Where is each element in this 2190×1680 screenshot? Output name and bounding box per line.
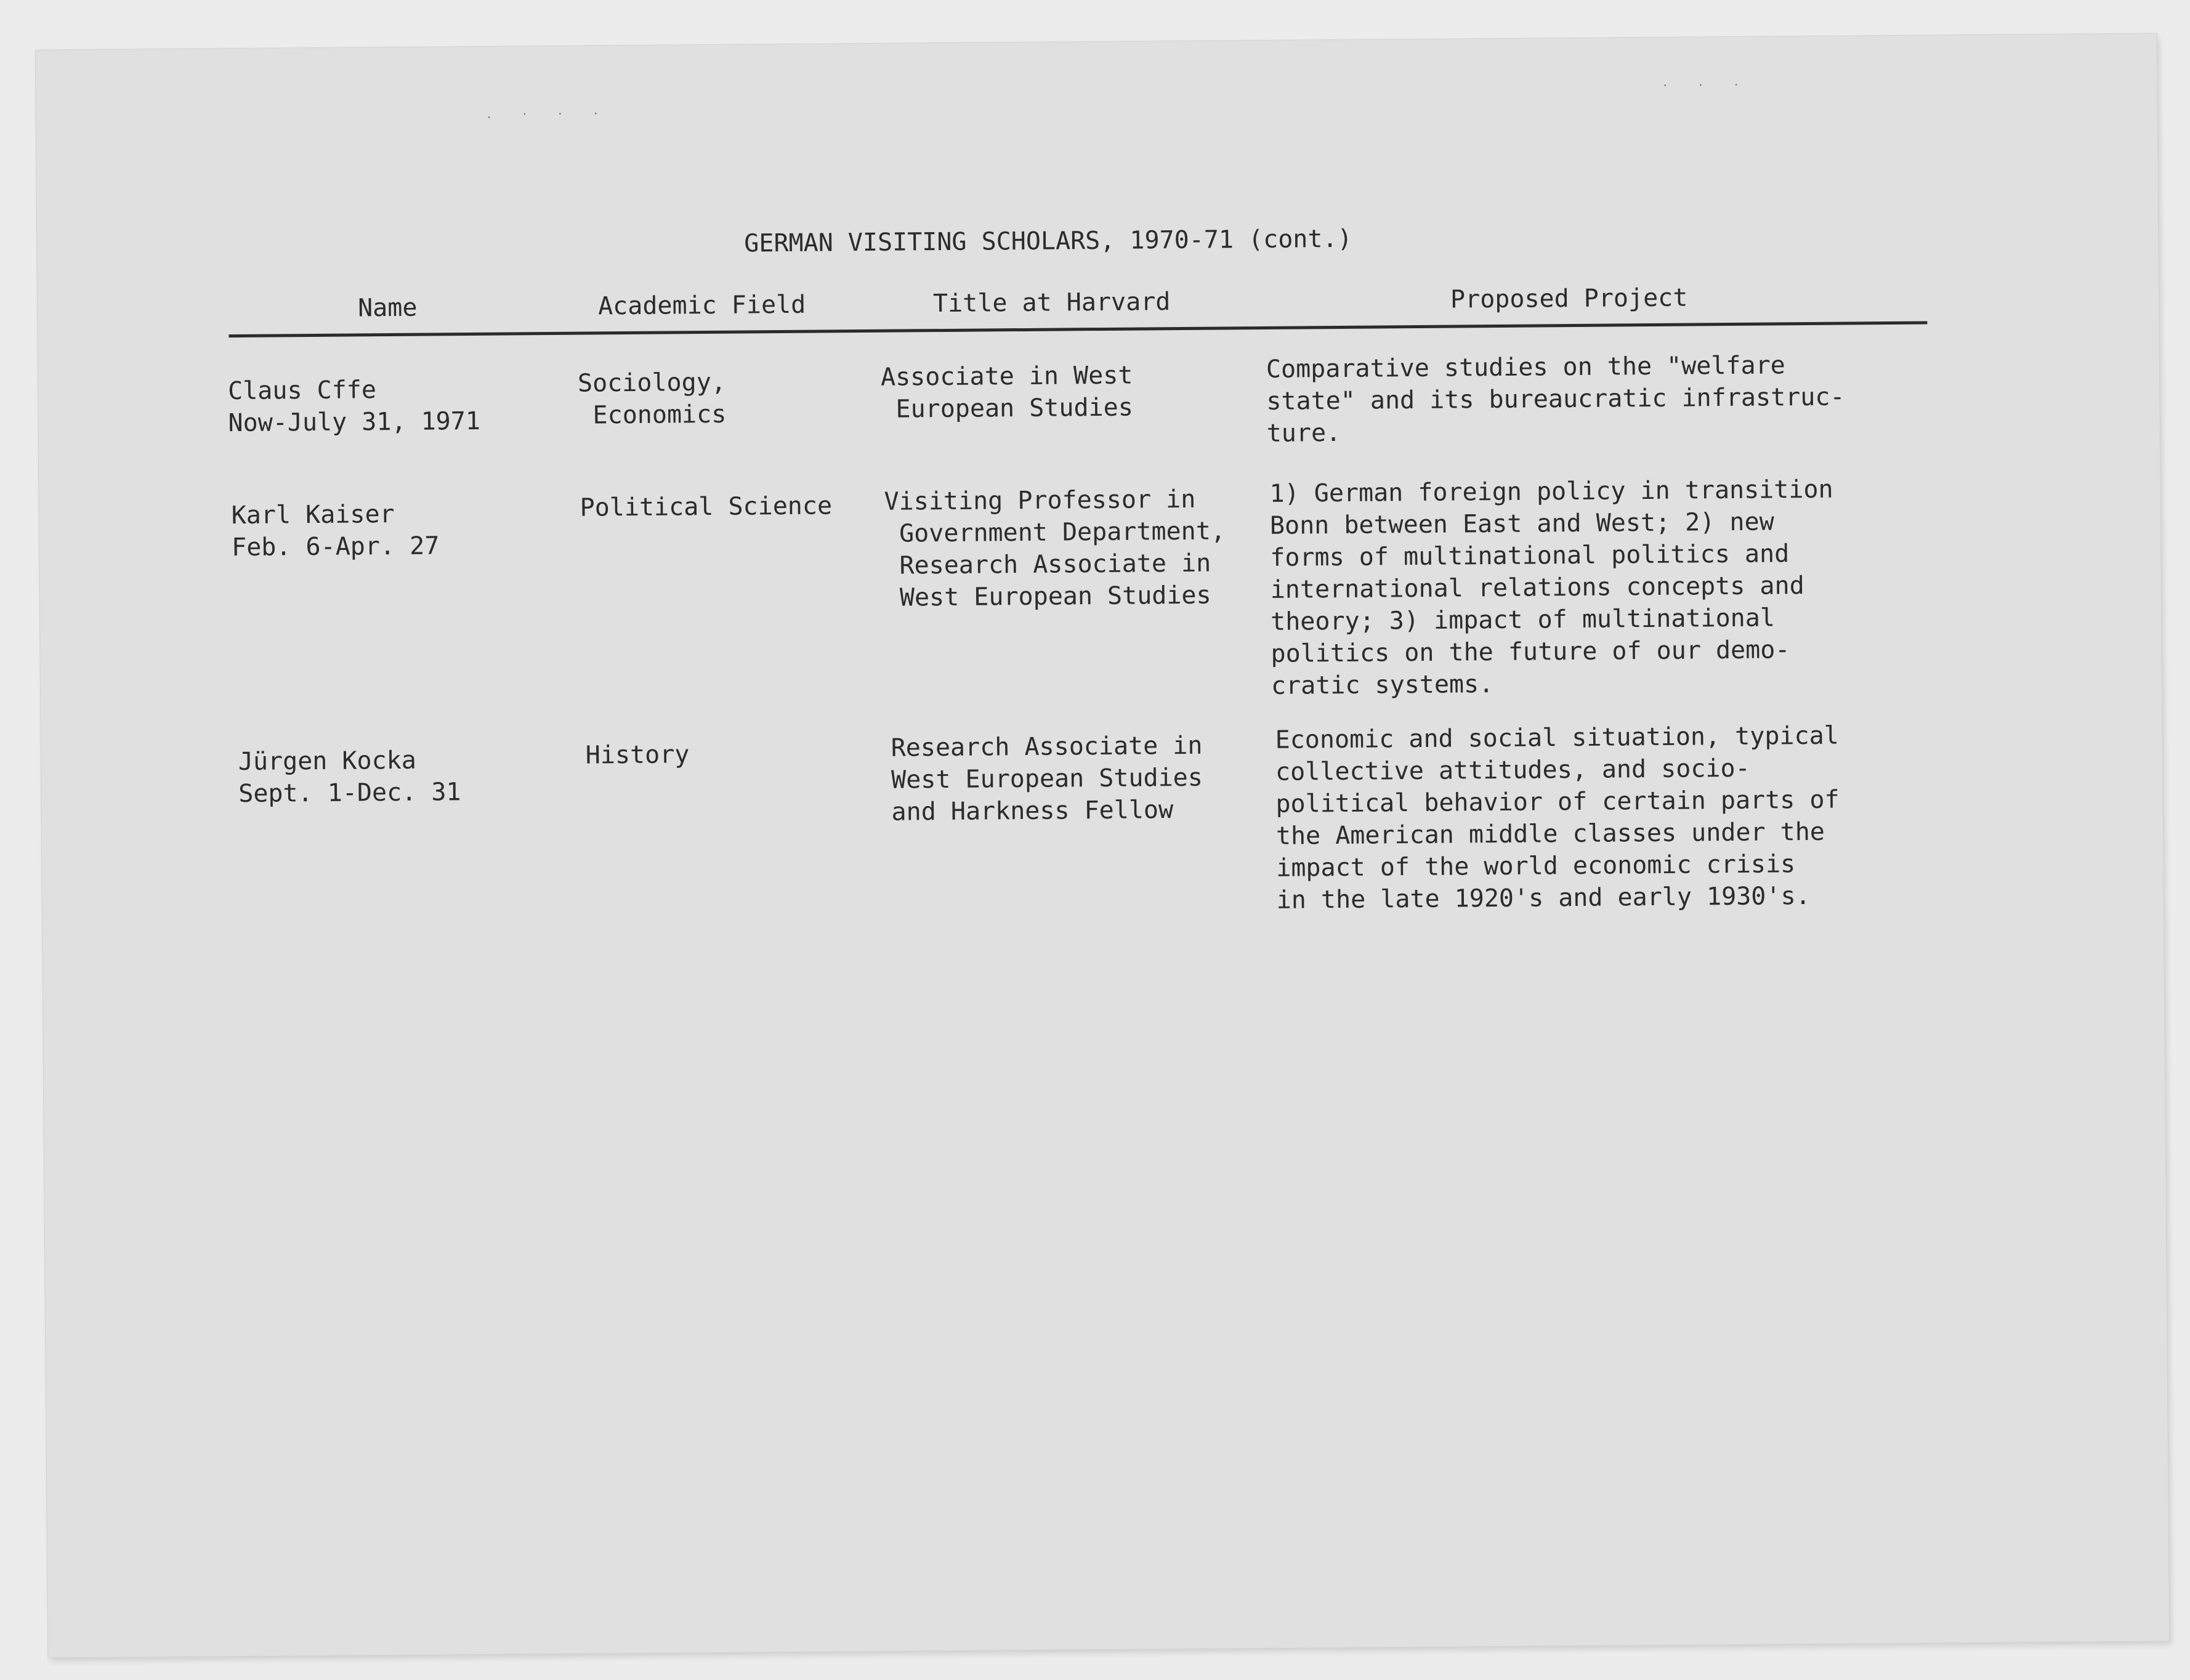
column-header-proposed-project: Proposed Project xyxy=(1450,283,1688,314)
column-header-name: Name xyxy=(357,293,418,323)
scholar-name: Karl Kaiser Feb. 6-Apr. 27 xyxy=(231,500,440,562)
scholar-name: Jürgen Kocka Sept. 1-Dec. 31 xyxy=(238,746,461,809)
column-header-academic-field: Academic Field xyxy=(597,290,806,321)
academic-field: Political Science xyxy=(580,491,833,522)
paper-speck: . · · · xyxy=(485,107,610,121)
column-header-title-at-harvard: Title at Harvard xyxy=(932,288,1171,318)
academic-field: Sociology, Economics xyxy=(577,368,727,430)
harvard-title: Research Associate in West European Studies and Harkness Fellow xyxy=(891,731,1203,826)
academic-field: History xyxy=(585,740,690,770)
harvard-title: Associate in West European Studies xyxy=(880,361,1134,424)
document-title: GERMAN VISITING SCHOLARS, 1970-71 (cont.) xyxy=(744,224,1352,258)
proposed-project: Economic and social situation, typical collective attitudes, and socio- political behavior of certain parts of the American middle classes under the impact of the world economic crisis in the late 1920's and early 1930's. xyxy=(1275,721,1840,915)
table-header xyxy=(38,280,2159,323)
harvard-title: Visiting Professor in Government Department, Research Associate in West European Studies xyxy=(884,485,1226,612)
document-page xyxy=(36,34,2169,1658)
proposed-project: Comparative studies on the "welfare state" and its bureaucratic infrastruc- ture. xyxy=(1266,351,1845,448)
paper-speck: · · · xyxy=(1662,78,1751,92)
proposed-project: 1) German foreign policy in transition Bonn between East and West; 2) new forms of multinational politics and international relations concepts and theory; 3) impact of multinational politics on the future of our demo- cratic systems. xyxy=(1269,475,1833,700)
scholar-name: Claus Cffe Now-July 31, 1971 xyxy=(227,376,481,438)
header-rule xyxy=(228,321,1927,337)
